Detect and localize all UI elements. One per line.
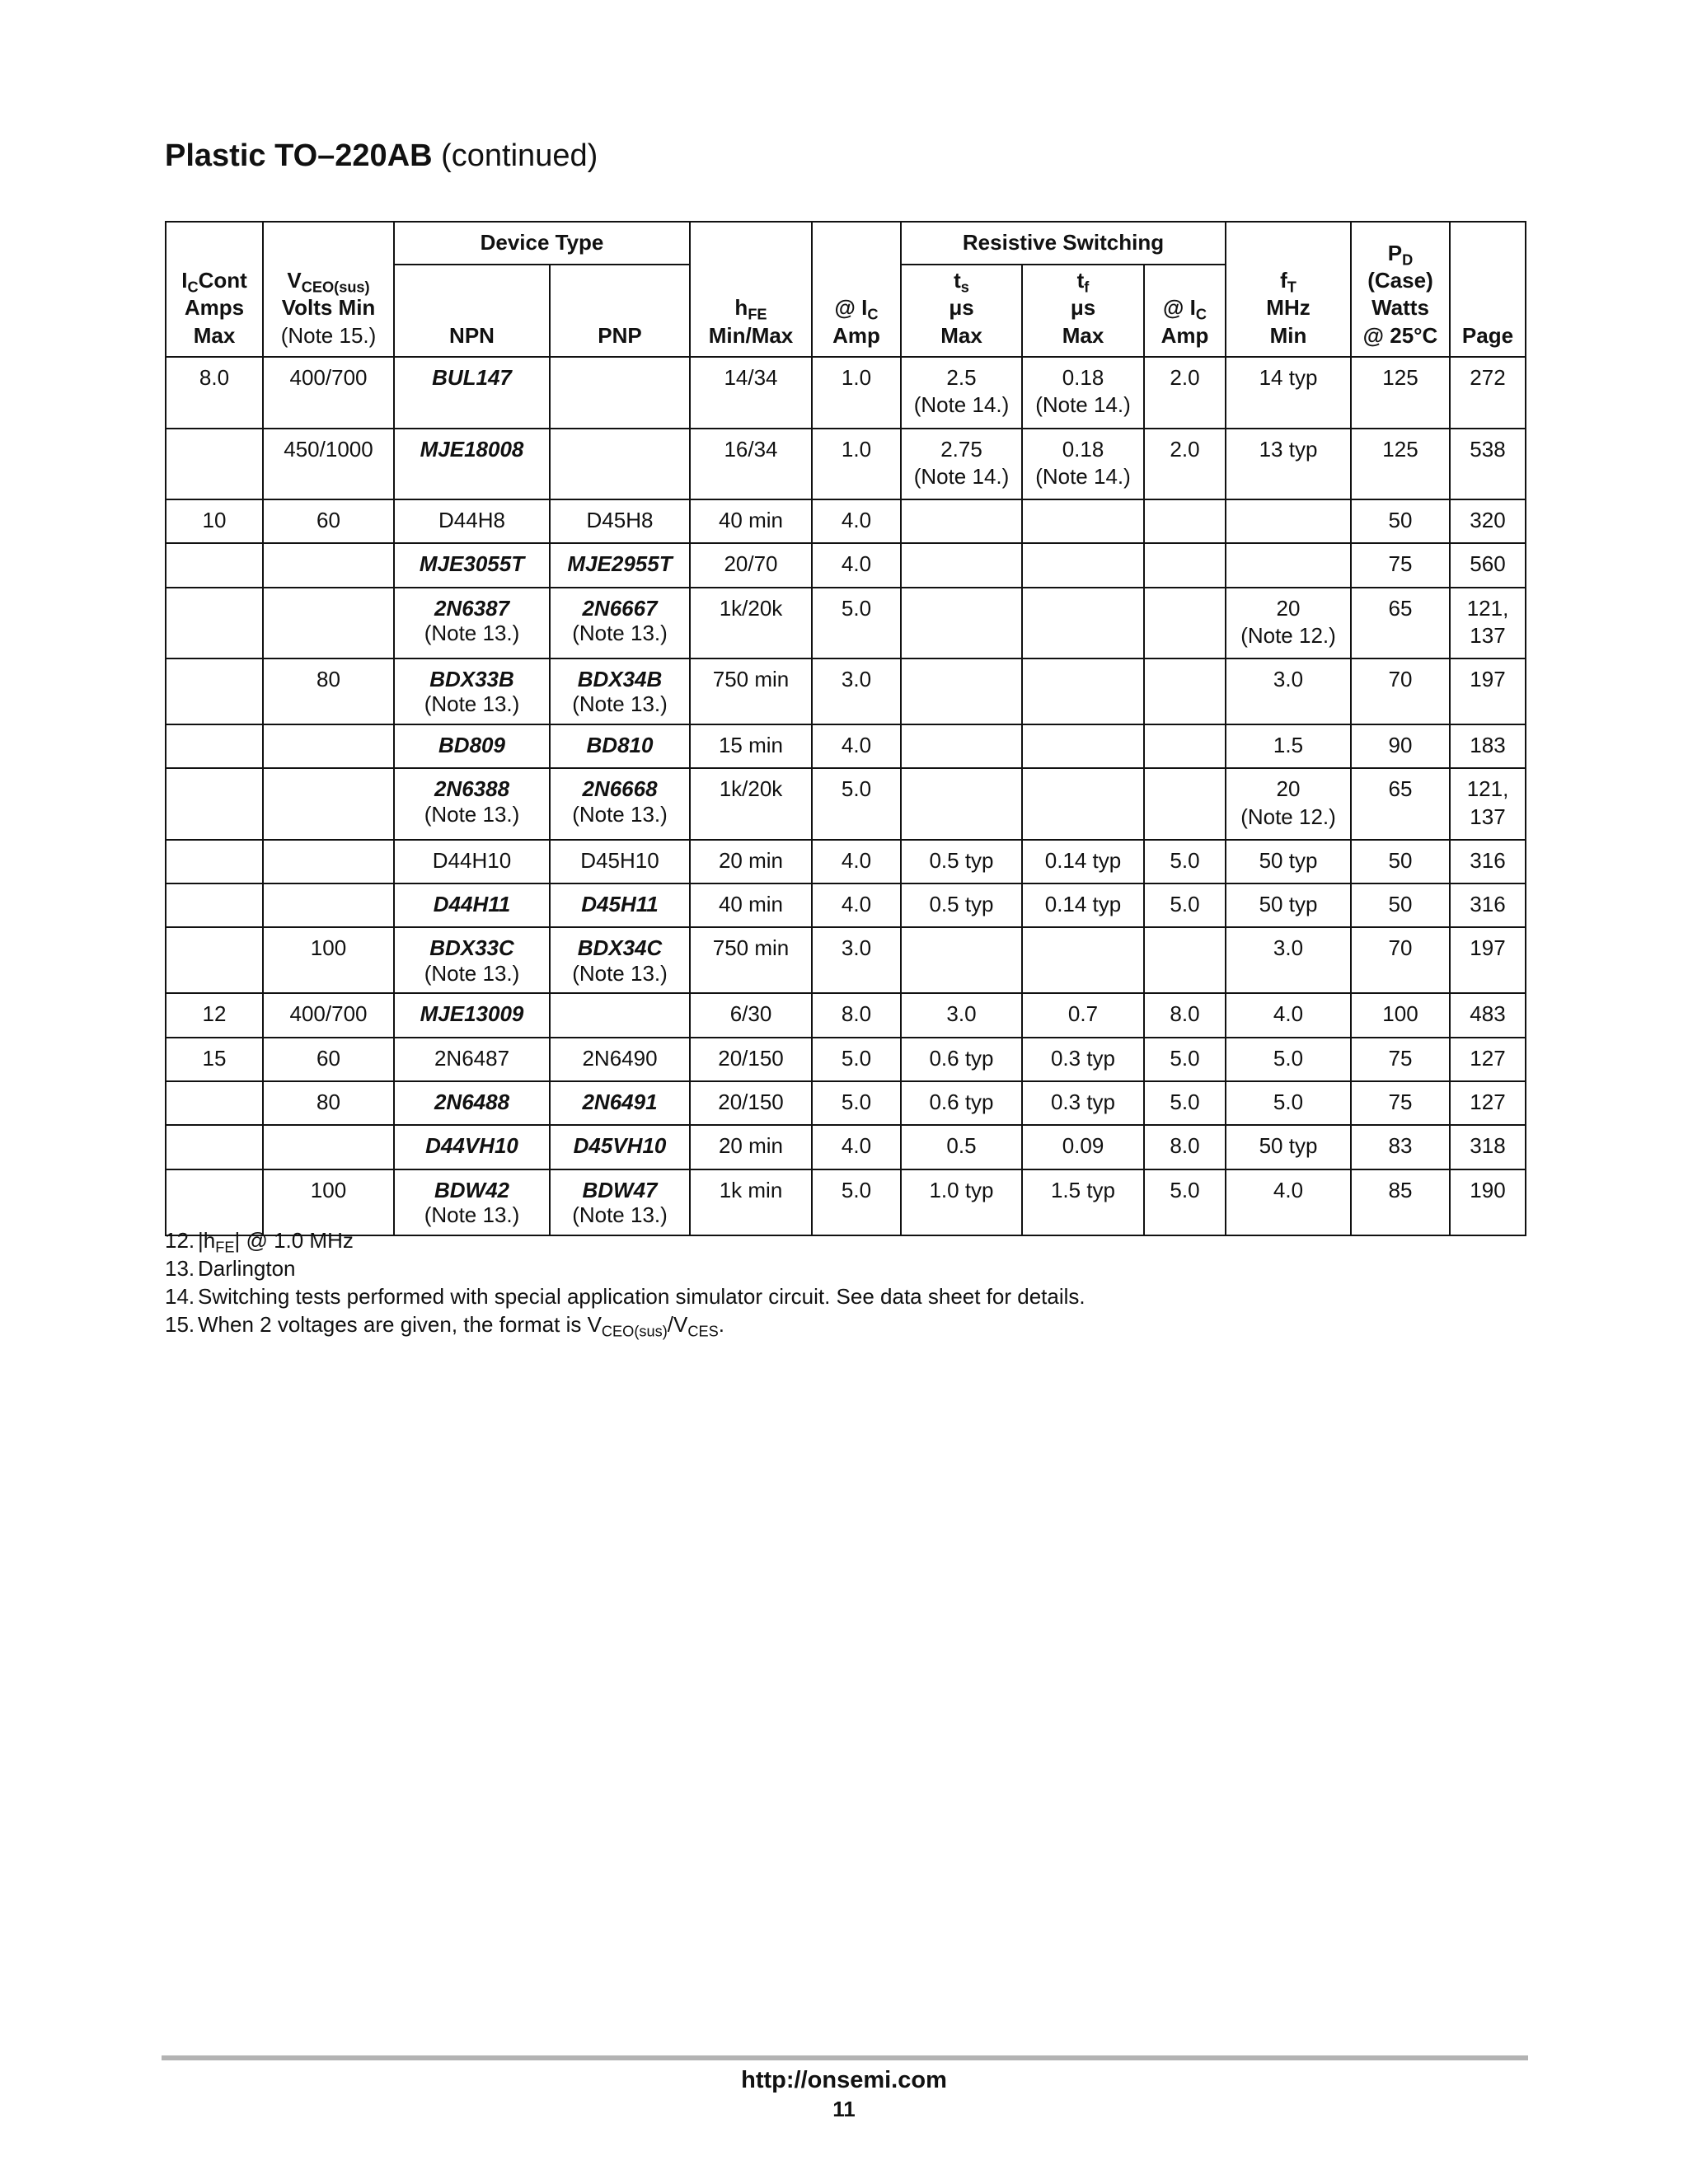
- pd-cell: 65: [1351, 588, 1450, 659]
- header-tf: $t_f$ μs Max: [1022, 265, 1144, 357]
- hfe-cell: 20/150: [690, 1038, 812, 1081]
- hfe-cell: 20/150: [690, 1081, 812, 1125]
- switching-ic-cell: [1144, 658, 1226, 724]
- page-cell: 127: [1450, 1038, 1526, 1081]
- tf-cell: [1022, 543, 1144, 587]
- ts-cell: 2.75 (Note 14.): [901, 429, 1022, 500]
- pd-cell: 90: [1351, 724, 1450, 768]
- ts-cell: [901, 724, 1022, 768]
- vceo-cell: 400/700: [263, 357, 394, 429]
- ic-amp-cell: 4.0: [812, 883, 901, 927]
- table-body: [166, 357, 1527, 1235]
- tf-cell: 0.14 typ: [1022, 840, 1144, 883]
- npn-cell: BDW42 (Note 13.): [394, 1169, 550, 1235]
- tf-cell: [1022, 927, 1144, 993]
- spec-table: [165, 221, 1528, 1236]
- switching-ic-cell: 5.0: [1144, 1038, 1226, 1081]
- ic-amp-cell: 5.0: [812, 588, 901, 659]
- page-cell: 318: [1450, 1125, 1526, 1169]
- ic-amp-cell: 1.0: [812, 357, 901, 429]
- ic-cont-cell: [166, 429, 263, 500]
- pnp-cell: D45VH10: [550, 1125, 690, 1169]
- header-page: Page: [1450, 222, 1526, 357]
- pd-cell: 83: [1351, 1125, 1450, 1169]
- npn-cell: BUL147: [394, 357, 550, 429]
- pnp-cell: [550, 357, 690, 429]
- npn-cell: D44H11: [394, 883, 550, 927]
- header-pd: $P_D$ (Case) Watts @ 25°C: [1351, 222, 1450, 357]
- switching-ic-cell: 5.0: [1144, 840, 1226, 883]
- tf-cell: [1022, 658, 1144, 724]
- hfe-cell: 1k min: [690, 1169, 812, 1235]
- page-cell: 316: [1450, 883, 1526, 927]
- hfe-cell: 20 min: [690, 1125, 812, 1169]
- ic-cont-cell: [166, 840, 263, 883]
- hfe-cell: 6/30: [690, 993, 812, 1037]
- table-row: [166, 588, 1527, 659]
- vceo-cell: 400/700: [263, 993, 394, 1037]
- pnp-cell: MJE2955T: [550, 543, 690, 587]
- switching-ic-cell: 5.0: [1144, 883, 1226, 927]
- tf-cell: 0.7: [1022, 993, 1144, 1037]
- pnp-cell: 2N6491: [550, 1081, 690, 1125]
- npn-cell: MJE3055T: [394, 543, 550, 587]
- page-cell: 127: [1450, 1081, 1526, 1125]
- npn-cell: 2N6488: [394, 1081, 550, 1125]
- ts-cell: 3.0: [901, 993, 1022, 1037]
- ts-cell: 0.6 typ: [901, 1081, 1022, 1125]
- ft-cell: [1226, 543, 1351, 587]
- footnote-14: 14. Switching tests performed with special application simulator circuit. See data sheet for details.: [165, 1284, 1085, 1309]
- pd-cell: 65: [1351, 768, 1450, 840]
- tf-cell: 0.14 typ: [1022, 883, 1144, 927]
- switching-ic-cell: 5.0: [1144, 1169, 1226, 1235]
- hfe-cell: 40 min: [690, 883, 812, 927]
- table-row: [166, 724, 1527, 768]
- title-main: Plastic TO–220AB: [165, 138, 433, 173]
- page-cell: 183: [1450, 724, 1526, 768]
- header-at-ic-switching: @ $I_C$ Amp: [1144, 265, 1226, 357]
- ft-cell: 5.0: [1226, 1081, 1351, 1125]
- pnp-cell: [550, 429, 690, 500]
- table-row: [166, 883, 1527, 927]
- npn-cell: BDX33C (Note 13.): [394, 927, 550, 993]
- page-cell: 121, 137: [1450, 768, 1526, 840]
- ic-amp-cell: 4.0: [812, 543, 901, 587]
- page-cell: 320: [1450, 499, 1526, 543]
- page-cell: 560: [1450, 543, 1526, 587]
- ts-cell: [901, 543, 1022, 587]
- ic-cont-cell: [166, 768, 263, 840]
- npn-cell: MJE18008: [394, 429, 550, 500]
- ft-cell: 50 typ: [1226, 883, 1351, 927]
- vceo-cell: [263, 883, 394, 927]
- table-row: [166, 768, 1527, 840]
- footnotes: [165, 1226, 1085, 1338]
- pnp-cell: 2N6667 (Note 13.): [550, 588, 690, 659]
- switching-ic-cell: 2.0: [1144, 429, 1226, 500]
- pd-cell: 50: [1351, 499, 1450, 543]
- vceo-cell: 60: [263, 499, 394, 543]
- ic-cont-cell: [166, 883, 263, 927]
- tf-cell: [1022, 588, 1144, 659]
- vceo-cell: [263, 1125, 394, 1169]
- ic-amp-cell: 4.0: [812, 499, 901, 543]
- table-row: [166, 499, 1527, 543]
- ft-cell: 50 typ: [1226, 840, 1351, 883]
- pd-cell: 85: [1351, 1169, 1450, 1235]
- ic-cont-cell: 15: [166, 1038, 263, 1081]
- footnote-15: 15. When 2 voltages are given, the format is $V_{CEO(sus)}/V_{CES}$.: [165, 1312, 724, 1340]
- pnp-cell: [550, 993, 690, 1037]
- page-cell: 190: [1450, 1169, 1526, 1235]
- ts-cell: [901, 658, 1022, 724]
- page-cell: 538: [1450, 429, 1526, 500]
- pd-cell: 125: [1351, 357, 1450, 429]
- header-spacer: [1526, 265, 1527, 357]
- pnp-cell: BDW47 (Note 13.): [550, 1169, 690, 1235]
- ic-cont-cell: [166, 1169, 263, 1235]
- ts-cell: 2.5 (Note 14.): [901, 357, 1022, 429]
- ic-amp-cell: 1.0: [812, 429, 901, 500]
- table-row: [166, 1081, 1527, 1125]
- pd-cell: 75: [1351, 1038, 1450, 1081]
- ic-amp-cell: 3.0: [812, 927, 901, 993]
- page-cell: 197: [1450, 658, 1526, 724]
- vceo-cell: [263, 768, 394, 840]
- footer-url[interactable]: http://onsemi.com: [741, 2067, 947, 2093]
- ic-cont-cell: [166, 1081, 263, 1125]
- ic-cont-cell: [166, 1125, 263, 1169]
- table-row: [166, 1169, 1527, 1235]
- npn-cell: D44H8: [394, 499, 550, 543]
- tf-cell: [1022, 768, 1144, 840]
- header-npn: NPN: [394, 265, 550, 357]
- hfe-cell: 20 min: [690, 840, 812, 883]
- ft-cell: 4.0: [1226, 993, 1351, 1037]
- header-device-type: Device Type: [394, 222, 690, 265]
- hfe-cell: 750 min: [690, 658, 812, 724]
- header-resistive-switching: Resistive Switching: [901, 222, 1226, 265]
- switching-ic-cell: [1144, 543, 1226, 587]
- switching-ic-cell: 2.0: [1144, 357, 1226, 429]
- ic-amp-cell: 8.0: [812, 993, 901, 1037]
- switching-ic-cell: [1144, 927, 1226, 993]
- ts-cell: [901, 927, 1022, 993]
- switching-ic-cell: [1144, 499, 1226, 543]
- ic-amp-cell: 3.0: [812, 658, 901, 724]
- ft-cell: [1226, 499, 1351, 543]
- tf-cell: [1022, 724, 1144, 768]
- ic-cont-cell: 12: [166, 993, 263, 1037]
- ft-cell: 1.5: [1226, 724, 1351, 768]
- ic-cont-cell: 10: [166, 499, 263, 543]
- page-number: 11: [832, 2097, 856, 2121]
- pnp-cell: BDX34B (Note 13.): [550, 658, 690, 724]
- hfe-cell: 16/34: [690, 429, 812, 500]
- pnp-cell: D45H11: [550, 883, 690, 927]
- vceo-cell: 60: [263, 1038, 394, 1081]
- pd-cell: 75: [1351, 543, 1450, 587]
- pd-cell: 125: [1351, 429, 1450, 500]
- header-ic-cont: $I_CCont$ Amps Max: [166, 222, 263, 357]
- table-row: [166, 357, 1527, 429]
- hfe-cell: 1k/20k: [690, 768, 812, 840]
- pnp-cell: BD810: [550, 724, 690, 768]
- ic-amp-cell: 5.0: [812, 768, 901, 840]
- npn-cell: 2N6388 (Note 13.): [394, 768, 550, 840]
- ft-cell: 13 typ: [1226, 429, 1351, 500]
- vceo-cell: 450/1000: [263, 429, 394, 500]
- ft-cell: 50 typ: [1226, 1125, 1351, 1169]
- ic-cont-cell: [166, 927, 263, 993]
- ic-amp-cell: 4.0: [812, 840, 901, 883]
- pnp-cell: D45H10: [550, 840, 690, 883]
- ft-cell: 4.0: [1226, 1169, 1351, 1235]
- ft-cell: 5.0: [1226, 1038, 1351, 1081]
- ic-cont-cell: [166, 588, 263, 659]
- ic-amp-cell: 5.0: [812, 1038, 901, 1081]
- page-cell: 316: [1450, 840, 1526, 883]
- table-row: [166, 429, 1527, 500]
- npn-cell: 2N6387 (Note 13.): [394, 588, 550, 659]
- page-cell: 121, 137: [1450, 588, 1526, 659]
- pd-cell: 100: [1351, 993, 1450, 1037]
- pnp-cell: BDX34C (Note 13.): [550, 927, 690, 993]
- ic-amp-cell: 5.0: [812, 1169, 901, 1235]
- footnote-13: 13. Darlington: [165, 1256, 296, 1281]
- header-vceo: $V_{CEO(sus)}$ Volts Min (Note 15.): [263, 222, 394, 357]
- vceo-cell: 100: [263, 927, 394, 993]
- footnote-12: 12. $|h_{FE}|$ @ 1.0 MHz: [165, 1228, 354, 1256]
- ft-cell: 20 (Note 12.): [1226, 768, 1351, 840]
- page-cell: 272: [1450, 357, 1526, 429]
- npn-cell: 2N6487: [394, 1038, 550, 1081]
- ic-cont-cell: [166, 724, 263, 768]
- header-at-ic: @ $I_C$ Amp: [812, 222, 901, 357]
- header-hfe: $h_{FE}$ Min/Max: [690, 222, 812, 357]
- title-continued: (continued): [432, 138, 598, 173]
- switching-ic-cell: 8.0: [1144, 993, 1226, 1037]
- ft-cell: 20 (Note 12.): [1226, 588, 1351, 659]
- ft-cell: 3.0: [1226, 927, 1351, 993]
- pd-cell: 75: [1351, 1081, 1450, 1125]
- tf-cell: [1022, 499, 1144, 543]
- npn-cell: BD809: [394, 724, 550, 768]
- page-title: [165, 138, 598, 174]
- vceo-cell: 80: [263, 1081, 394, 1125]
- ft-cell: 14 typ: [1226, 357, 1351, 429]
- table-header: [166, 222, 1527, 357]
- tf-cell: 0.09: [1022, 1125, 1144, 1169]
- npn-cell: BDX33B (Note 13.): [394, 658, 550, 724]
- hfe-cell: 14/34: [690, 357, 812, 429]
- header-ft: $f_T$ MHz Min: [1226, 222, 1351, 357]
- pd-cell: 50: [1351, 883, 1450, 927]
- vceo-cell: [263, 840, 394, 883]
- tf-cell: 0.3 typ: [1022, 1081, 1144, 1125]
- ic-amp-cell: 5.0: [812, 1081, 901, 1125]
- ts-cell: [901, 588, 1022, 659]
- hfe-cell: 20/70: [690, 543, 812, 587]
- table-row: [166, 993, 1527, 1037]
- ic-cont-cell: 8.0: [166, 357, 263, 429]
- ft-cell: 3.0: [1226, 658, 1351, 724]
- pd-cell: 70: [1351, 658, 1450, 724]
- hfe-cell: 750 min: [690, 927, 812, 993]
- vceo-cell: [263, 588, 394, 659]
- ic-amp-cell: 4.0: [812, 1125, 901, 1169]
- tf-cell: 0.3 typ: [1022, 1038, 1144, 1081]
- switching-ic-cell: [1144, 768, 1226, 840]
- switching-ic-cell: 5.0: [1144, 1081, 1226, 1125]
- ts-cell: 1.0 typ: [901, 1169, 1022, 1235]
- hfe-cell: 1k/20k: [690, 588, 812, 659]
- tf-cell: 0.18 (Note 14.): [1022, 357, 1144, 429]
- page-cell: 483: [1450, 993, 1526, 1037]
- ts-cell: [901, 499, 1022, 543]
- ic-cont-cell: [166, 543, 263, 587]
- vceo-cell: 80: [263, 658, 394, 724]
- pnp-cell: 2N6490: [550, 1038, 690, 1081]
- tf-cell: 1.5 typ: [1022, 1169, 1144, 1235]
- ts-cell: 0.5 typ: [901, 883, 1022, 927]
- header-ts: $t_s$ μs Max: [901, 265, 1022, 357]
- ts-cell: [901, 768, 1022, 840]
- tf-cell: 0.18 (Note 14.): [1022, 429, 1144, 500]
- ic-amp-cell: 4.0: [812, 724, 901, 768]
- table-row: [166, 927, 1527, 993]
- table-row: [166, 1038, 1527, 1081]
- footer-divider: [162, 2055, 1528, 2060]
- table-row: [166, 840, 1527, 883]
- switching-ic-cell: 8.0: [1144, 1125, 1226, 1169]
- ts-cell: 0.6 typ: [901, 1038, 1022, 1081]
- page-cell: 197: [1450, 927, 1526, 993]
- ts-cell: 0.5 typ: [901, 840, 1022, 883]
- header-pnp: PNP: [550, 265, 690, 357]
- pnp-cell: 2N6668 (Note 13.): [550, 768, 690, 840]
- ic-cont-cell: [166, 658, 263, 724]
- vceo-cell: [263, 543, 394, 587]
- switching-ic-cell: [1144, 724, 1226, 768]
- switching-ic-cell: [1144, 588, 1226, 659]
- hfe-cell: 40 min: [690, 499, 812, 543]
- npn-cell: D44VH10: [394, 1125, 550, 1169]
- table-row: [166, 1125, 1527, 1169]
- npn-cell: D44H10: [394, 840, 550, 883]
- vceo-cell: 100: [263, 1169, 394, 1235]
- npn-cell: MJE13009: [394, 993, 550, 1037]
- hfe-cell: 15 min: [690, 724, 812, 768]
- pnp-cell: D45H8: [550, 499, 690, 543]
- pd-cell: 70: [1351, 927, 1450, 993]
- table-row: [166, 543, 1527, 587]
- pd-cell: 50: [1351, 840, 1450, 883]
- vceo-cell: [263, 724, 394, 768]
- ts-cell: 0.5: [901, 1125, 1022, 1169]
- table-row: [166, 658, 1527, 724]
